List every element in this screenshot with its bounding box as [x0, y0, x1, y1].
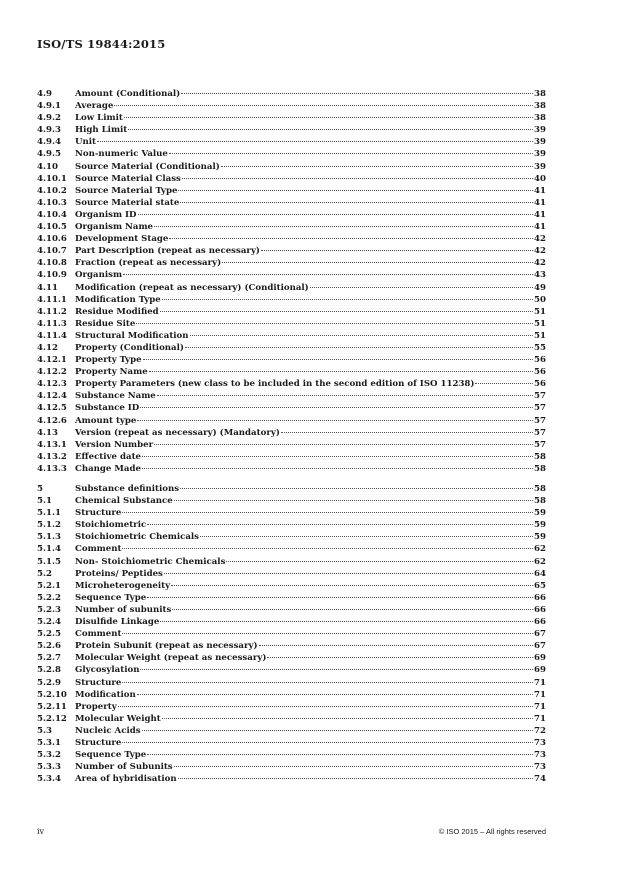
toc-entry-title: Modification Type [75, 294, 161, 305]
toc-entry[interactable] [37, 245, 546, 257]
toc-entry[interactable] [37, 402, 546, 414]
toc-entry[interactable] [37, 463, 546, 475]
toc-entry[interactable] [37, 773, 546, 785]
toc-entry-number: 4.11 [37, 282, 58, 293]
toc-entry[interactable] [37, 197, 546, 209]
toc-entry-page: 42 [534, 246, 546, 257]
toc-entry[interactable] [37, 112, 546, 124]
toc-dot-leader [147, 524, 533, 525]
toc-entry-number: 4.10.8 [37, 258, 67, 269]
toc-entry-number: 5.1.3 [37, 532, 61, 543]
toc-entry-number: 4.11.2 [37, 306, 67, 317]
toc-entry-number: 5.1.5 [37, 556, 61, 567]
toc-entry-title: Nucleic Acids [75, 725, 141, 736]
toc-entry-number: 4.12 [37, 342, 58, 353]
toc-entry-title: Organism ID [75, 209, 137, 220]
toc-entry-page: 57 [534, 403, 546, 414]
toc-entry-page: 55 [534, 342, 546, 353]
toc-entry-title: Non-numeric Value [75, 149, 168, 160]
toc-entry-page: 38 [534, 101, 546, 112]
toc-entry-title: Amount type [75, 415, 137, 426]
toc-dot-leader [172, 609, 533, 610]
toc-entry[interactable] [37, 233, 546, 245]
toc-dot-leader [154, 226, 533, 227]
toc-entry-title: Modification [75, 689, 136, 700]
toc-entry-number: 5.2.11 [37, 701, 67, 712]
toc-entry-title: Area of hybridisation [75, 774, 177, 785]
toc-entry-title: Substance ID [75, 403, 140, 414]
toc-entry-title: High Limit [75, 125, 128, 136]
toc-dot-leader [122, 742, 533, 743]
toc-entry-page: 49 [534, 282, 546, 293]
toc-entry-page: 59 [534, 508, 546, 519]
toc-entry[interactable] [37, 628, 546, 640]
toc-entry-number: 4.12.6 [37, 415, 67, 426]
toc-entry[interactable] [37, 640, 546, 652]
toc-dot-leader [137, 420, 533, 421]
toc-dot-leader [118, 706, 533, 707]
toc-dot-leader [174, 500, 533, 501]
toc-entry-title: Part Description (repeat as necessary) [75, 246, 261, 257]
toc-dot-leader [185, 347, 533, 348]
toc-entry-number: 5.2.3 [37, 604, 61, 615]
toc-entry[interactable] [37, 136, 546, 148]
toc-entry[interactable] [37, 664, 546, 676]
toc-entry-number: 4.10.3 [37, 197, 67, 208]
toc-entry[interactable] [37, 556, 546, 568]
toc-dot-leader [142, 730, 533, 731]
toc-dot-leader [181, 93, 533, 94]
toc-dot-leader [169, 153, 533, 154]
toc-entry[interactable] [37, 543, 546, 555]
document-id: ISO/TS 19844:2015 [37, 37, 166, 51]
toc-entry-page: 38 [534, 113, 546, 124]
toc-entry-title: Development Stage [75, 234, 169, 245]
toc-entry-number: 4.13.3 [37, 463, 67, 474]
toc-entry-title: Property [75, 701, 117, 712]
toc-entry-title: Unit [75, 137, 96, 148]
toc-entry-title: Structure [75, 508, 122, 519]
toc-dot-leader [164, 573, 533, 574]
toc-entry-number: 5.2 [37, 568, 52, 579]
toc-entry-number: 5.1.4 [37, 544, 61, 555]
toc-entry-page: 69 [534, 665, 546, 676]
toc-section-group [37, 88, 546, 475]
toc-entry-number: 5.3.2 [37, 750, 61, 761]
toc-entry-number: 5.1 [37, 496, 52, 507]
toc-entry-title: Number of Subunits [75, 762, 173, 773]
toc-entry-number: 4.11.3 [37, 318, 67, 329]
toc-entry-title: Source Material Class [75, 173, 181, 184]
toc-dot-leader [122, 682, 533, 683]
toc-entry[interactable] [37, 519, 546, 531]
toc-entry-title: Substance definitions [75, 484, 180, 494]
toc-entry-page: 39 [534, 137, 546, 148]
toc-entry-number: 5.2.1 [37, 580, 61, 591]
toc-entry[interactable] [37, 318, 546, 330]
toc-entry[interactable] [37, 604, 546, 616]
toc-dot-leader [143, 359, 533, 360]
toc-entry-page: 64 [534, 568, 546, 579]
toc-entry-title: Disulfide Linkage [75, 617, 160, 628]
toc-entry-page: 65 [534, 580, 546, 591]
toc-entry[interactable] [37, 616, 546, 628]
toc-dot-leader [267, 657, 533, 658]
toc-entry-title: Amount (Conditional) [75, 89, 181, 99]
toc-entry-page: 59 [534, 520, 546, 531]
toc-dot-leader [142, 468, 533, 469]
toc-entry[interactable] [37, 294, 546, 306]
toc-entry-page: 71 [534, 689, 546, 700]
toc-entry-page: 42 [534, 234, 546, 245]
toc-entry-page: 57 [534, 439, 546, 450]
toc-entry[interactable] [37, 495, 546, 507]
toc-dot-leader [137, 694, 533, 695]
toc-dot-leader [124, 117, 533, 118]
toc-entry-page: 43 [534, 270, 546, 281]
toc-entry-number: 4.9.2 [37, 113, 61, 124]
toc-entry-page: 66 [534, 604, 546, 615]
toc-entry-number: 5.2.7 [37, 653, 61, 664]
toc-entry-page: 67 [534, 641, 546, 652]
toc-entry-title: Comment [75, 544, 122, 555]
toc-entry[interactable] [37, 737, 546, 749]
toc-entry-page: 56 [534, 355, 546, 366]
table-of-contents [37, 88, 546, 793]
toc-entry-page: 51 [534, 318, 546, 329]
toc-entry-number: 5.3.3 [37, 762, 61, 773]
toc-entry-number: 4.10.1 [37, 173, 67, 184]
toc-entry-number: 5.1.1 [37, 508, 61, 519]
toc-entry-title: Modification (repeat as necessary) (Conditional) [75, 282, 309, 293]
toc-entry[interactable] [37, 568, 546, 580]
toc-entry[interactable] [37, 390, 546, 402]
toc-entry[interactable] [37, 269, 546, 281]
toc-entry-number: 5.2.5 [37, 629, 61, 640]
toc-entry-title: Property Name [75, 367, 148, 378]
toc-entry[interactable] [37, 100, 546, 112]
toc-entry-title: Property Type [75, 355, 142, 366]
toc-dot-leader [142, 456, 533, 457]
toc-dot-leader [281, 432, 533, 433]
toc-dot-leader [261, 250, 533, 251]
toc-dot-leader [169, 238, 533, 239]
toc-entry-page: 66 [534, 592, 546, 603]
toc-dot-leader [222, 262, 533, 263]
toc-entry-number: 4.10.4 [37, 209, 67, 220]
toc-dot-leader [149, 371, 533, 372]
toc-entry-page: 51 [534, 306, 546, 317]
toc-dot-leader [147, 754, 533, 755]
toc-entry-number: 4.13.2 [37, 451, 67, 462]
page-footer [37, 827, 546, 836]
toc-entry[interactable] [37, 677, 546, 689]
toc-entry-page: 57 [534, 427, 546, 438]
toc-entry[interactable] [37, 531, 546, 543]
toc-dot-leader [147, 597, 533, 598]
toc-dot-leader [136, 323, 533, 324]
toc-dot-leader [122, 512, 533, 513]
toc-entry-number: 4.10 [37, 161, 58, 172]
toc-entry-number: 4.10.6 [37, 234, 67, 245]
toc-entry-number: 4.11.1 [37, 294, 67, 305]
toc-entry-title: Source Material (Conditional) [75, 161, 220, 172]
toc-entry-title: Number of subunits [75, 604, 172, 615]
toc-entry[interactable] [37, 366, 546, 378]
toc-entry-title: Structure [75, 677, 122, 688]
toc-entry-number: 5.3.4 [37, 774, 61, 785]
toc-dot-leader [180, 488, 533, 489]
toc-entry-title: Molecular Weight [75, 713, 161, 724]
toc-entry-page: 41 [534, 222, 546, 233]
toc-entry[interactable] [37, 749, 546, 761]
toc-dot-leader [182, 178, 533, 179]
toc-entry-page: 39 [534, 161, 546, 172]
toc-entry-title: Property Parameters (new class to be included in the second edition of ISO 11238) [75, 379, 475, 390]
toc-entry-page: 71 [534, 677, 546, 688]
toc-entry[interactable] [37, 354, 546, 366]
toc-dot-leader [157, 395, 533, 396]
toc-entry-number: 4.12.3 [37, 379, 67, 390]
toc-entry-page: 73 [534, 762, 546, 773]
toc-entry-title: Residue Modified [75, 306, 159, 317]
toc-entry[interactable] [37, 725, 546, 737]
toc-entry-number: 4.13.1 [37, 439, 67, 450]
toc-dot-leader [190, 335, 533, 336]
toc-entry-title: Structural Modification [75, 330, 189, 341]
toc-entry-number: 4.10.9 [37, 270, 67, 281]
toc-entry-page: 62 [534, 544, 546, 555]
toc-entry[interactable] [37, 415, 546, 427]
toc-entry[interactable] [37, 306, 546, 318]
toc-dot-leader [114, 105, 533, 106]
toc-entry[interactable] [37, 713, 546, 725]
toc-entry-title: Source Material Type [75, 185, 178, 196]
toc-entry-page: 66 [534, 617, 546, 628]
toc-entry-number: 5.2.9 [37, 677, 61, 688]
toc-dot-leader [475, 383, 533, 384]
toc-section-group [37, 483, 546, 785]
toc-dot-leader [162, 299, 533, 300]
toc-dot-leader [128, 129, 533, 130]
toc-entry[interactable] [37, 124, 546, 136]
toc-dot-leader [180, 202, 533, 203]
toc-dot-leader [178, 778, 533, 779]
toc-dot-leader [221, 166, 533, 167]
toc-entry-number: 5.2.6 [37, 641, 61, 652]
toc-entry-title: Structure [75, 737, 122, 748]
toc-dot-leader [259, 645, 533, 646]
toc-entry-page: 39 [534, 149, 546, 160]
toc-entry[interactable] [37, 652, 546, 664]
toc-dot-leader [154, 444, 533, 445]
toc-entry-page: 62 [534, 556, 546, 567]
toc-entry-page: 73 [534, 750, 546, 761]
toc-entry-number: 5.2.4 [37, 617, 61, 628]
toc-dot-leader [140, 669, 533, 670]
toc-entry-page: 58 [534, 451, 546, 462]
toc-entry-page: 41 [534, 197, 546, 208]
toc-entry[interactable] [37, 88, 546, 100]
toc-entry-page: 41 [534, 185, 546, 196]
toc-entry-page: 41 [534, 209, 546, 220]
toc-entry-page: 71 [534, 713, 546, 724]
toc-entry-page: 71 [534, 701, 546, 712]
toc-entry[interactable] [37, 148, 546, 160]
toc-dot-leader [174, 766, 533, 767]
toc-dot-leader [310, 287, 533, 288]
toc-entry-page: 74 [534, 774, 546, 785]
toc-entry-title: Fraction (repeat as necessary) [75, 258, 222, 269]
toc-entry-number: 4.9.5 [37, 149, 61, 160]
toc-entry-page: 56 [534, 379, 546, 390]
toc-dot-leader [122, 548, 533, 549]
toc-entry-title: Glycosylation [75, 665, 140, 676]
toc-entry-title: Microheterogeneity [75, 580, 171, 591]
toc-entry-number: 4.9.3 [37, 125, 61, 136]
toc-entry-title: Comment [75, 629, 122, 640]
toc-entry-number: 5 [37, 484, 43, 494]
toc-entry[interactable] [37, 209, 546, 221]
toc-entry[interactable] [37, 221, 546, 233]
toc-entry-title: Change Made [75, 463, 141, 474]
toc-dot-leader [138, 214, 534, 215]
toc-entry-number: 4.11.4 [37, 330, 67, 341]
toc-entry-number: 5.2.10 [37, 689, 67, 700]
toc-entry-number: 4.13 [37, 427, 58, 438]
toc-entry[interactable] [37, 701, 546, 713]
toc-dot-leader [200, 536, 533, 537]
toc-entry-title: Chemical Substance [75, 496, 173, 507]
toc-entry-number: 4.12.1 [37, 355, 67, 366]
toc-entry-title: Sequence Type [75, 592, 147, 603]
toc-entry[interactable] [37, 507, 546, 519]
toc-entry-page: 42 [534, 258, 546, 269]
toc-entry-number: 4.9 [37, 89, 52, 99]
toc-entry-page: 57 [534, 391, 546, 402]
page-number: iv [37, 827, 45, 836]
toc-entry-page: 73 [534, 737, 546, 748]
toc-entry-number: 4.10.7 [37, 246, 67, 257]
toc-entry-page: 58 [534, 484, 546, 494]
toc-entry[interactable] [37, 257, 546, 269]
toc-entry-page: 51 [534, 330, 546, 341]
toc-entry-page: 67 [534, 629, 546, 640]
toc-entry[interactable] [37, 342, 546, 354]
toc-entry-title: Version (repeat as necessary) (Mandatory) [75, 427, 280, 438]
toc-entry[interactable] [37, 483, 546, 495]
toc-entry[interactable] [37, 330, 546, 342]
toc-dot-leader [140, 407, 533, 408]
toc-entry-title: Effective date [75, 451, 142, 462]
toc-entry[interactable] [37, 282, 546, 294]
copyright-notice: © ISO 2015 – All rights reserved [438, 827, 546, 836]
toc-entry-number: 4.10.2 [37, 185, 67, 196]
toc-entry-number: 5.2.8 [37, 665, 61, 676]
toc-dot-leader [123, 274, 533, 275]
toc-entry[interactable] [37, 378, 546, 390]
toc-entry[interactable] [37, 427, 546, 439]
toc-entry-number: 4.9.1 [37, 101, 61, 112]
toc-entry[interactable] [37, 173, 546, 185]
toc-entry-page: 58 [534, 463, 546, 474]
toc-entry-title: Protein Subunit (repeat as necessary) [75, 641, 258, 652]
toc-entry-title: Non- Stoichiometric Chemicals [75, 556, 226, 567]
toc-entry-number: 5.2.12 [37, 713, 67, 724]
toc-entry-number: 4.10.5 [37, 222, 67, 233]
toc-entry-title: Average [75, 101, 114, 112]
toc-entry[interactable] [37, 161, 546, 173]
toc-entry[interactable] [37, 761, 546, 773]
toc-entry-number: 4.12.5 [37, 403, 67, 414]
toc-entry-title: Version Number [75, 439, 154, 450]
toc-entry[interactable] [37, 580, 546, 592]
toc-entry[interactable] [37, 592, 546, 604]
toc-entry-page: 72 [534, 725, 546, 736]
toc-entry-title: Organism Name [75, 222, 154, 233]
toc-entry-page: 50 [534, 294, 546, 305]
toc-entry-title: Property (Conditional) [75, 342, 184, 353]
toc-entry-number: 4.12.4 [37, 391, 67, 402]
toc-entry-page: 57 [534, 415, 546, 426]
toc-entry-number: 4.12.2 [37, 367, 67, 378]
toc-entry-page: 39 [534, 125, 546, 136]
toc-entry-title: Organism [75, 270, 123, 281]
toc-dot-leader [171, 585, 533, 586]
toc-entry-page: 58 [534, 496, 546, 507]
toc-entry[interactable] [37, 185, 546, 197]
toc-entry[interactable] [37, 689, 546, 701]
toc-entry-number: 5.2.2 [37, 592, 61, 603]
toc-entry-page: 56 [534, 367, 546, 378]
toc-dot-leader [97, 141, 533, 142]
toc-dot-leader [162, 718, 533, 719]
toc-entry-title: Substance Name [75, 391, 156, 402]
toc-entry[interactable] [37, 439, 546, 451]
toc-entry-number: 4.9.4 [37, 137, 61, 148]
toc-dot-leader [122, 633, 533, 634]
toc-entry[interactable] [37, 451, 546, 463]
toc-entry-title: Molecular Weight (repeat as necessary) [75, 653, 267, 664]
toc-entry-title: Low Limit [75, 113, 123, 124]
toc-entry-title: Stoichiometric [75, 520, 147, 531]
toc-dot-leader [160, 311, 533, 312]
toc-entry-title: Stoichiometric Chemicals [75, 532, 200, 543]
toc-entry-number: 5.3 [37, 725, 52, 736]
toc-dot-leader [226, 561, 533, 562]
toc-entry-page: 38 [534, 89, 546, 99]
toc-entry-title: Proteins/ Peptides [75, 568, 163, 579]
toc-entry-number: 5.1.2 [37, 520, 61, 531]
toc-entry-title: Source Material state [75, 197, 180, 208]
toc-entry-number: 5.3.1 [37, 737, 61, 748]
toc-entry-title: Sequence Type [75, 750, 147, 761]
toc-dot-leader [178, 190, 533, 191]
toc-entry-page: 69 [534, 653, 546, 664]
toc-entry-title: Residue Site [75, 318, 136, 329]
toc-entry-page: 40 [534, 173, 546, 184]
toc-entry-page: 59 [534, 532, 546, 543]
toc-dot-leader [160, 621, 533, 622]
